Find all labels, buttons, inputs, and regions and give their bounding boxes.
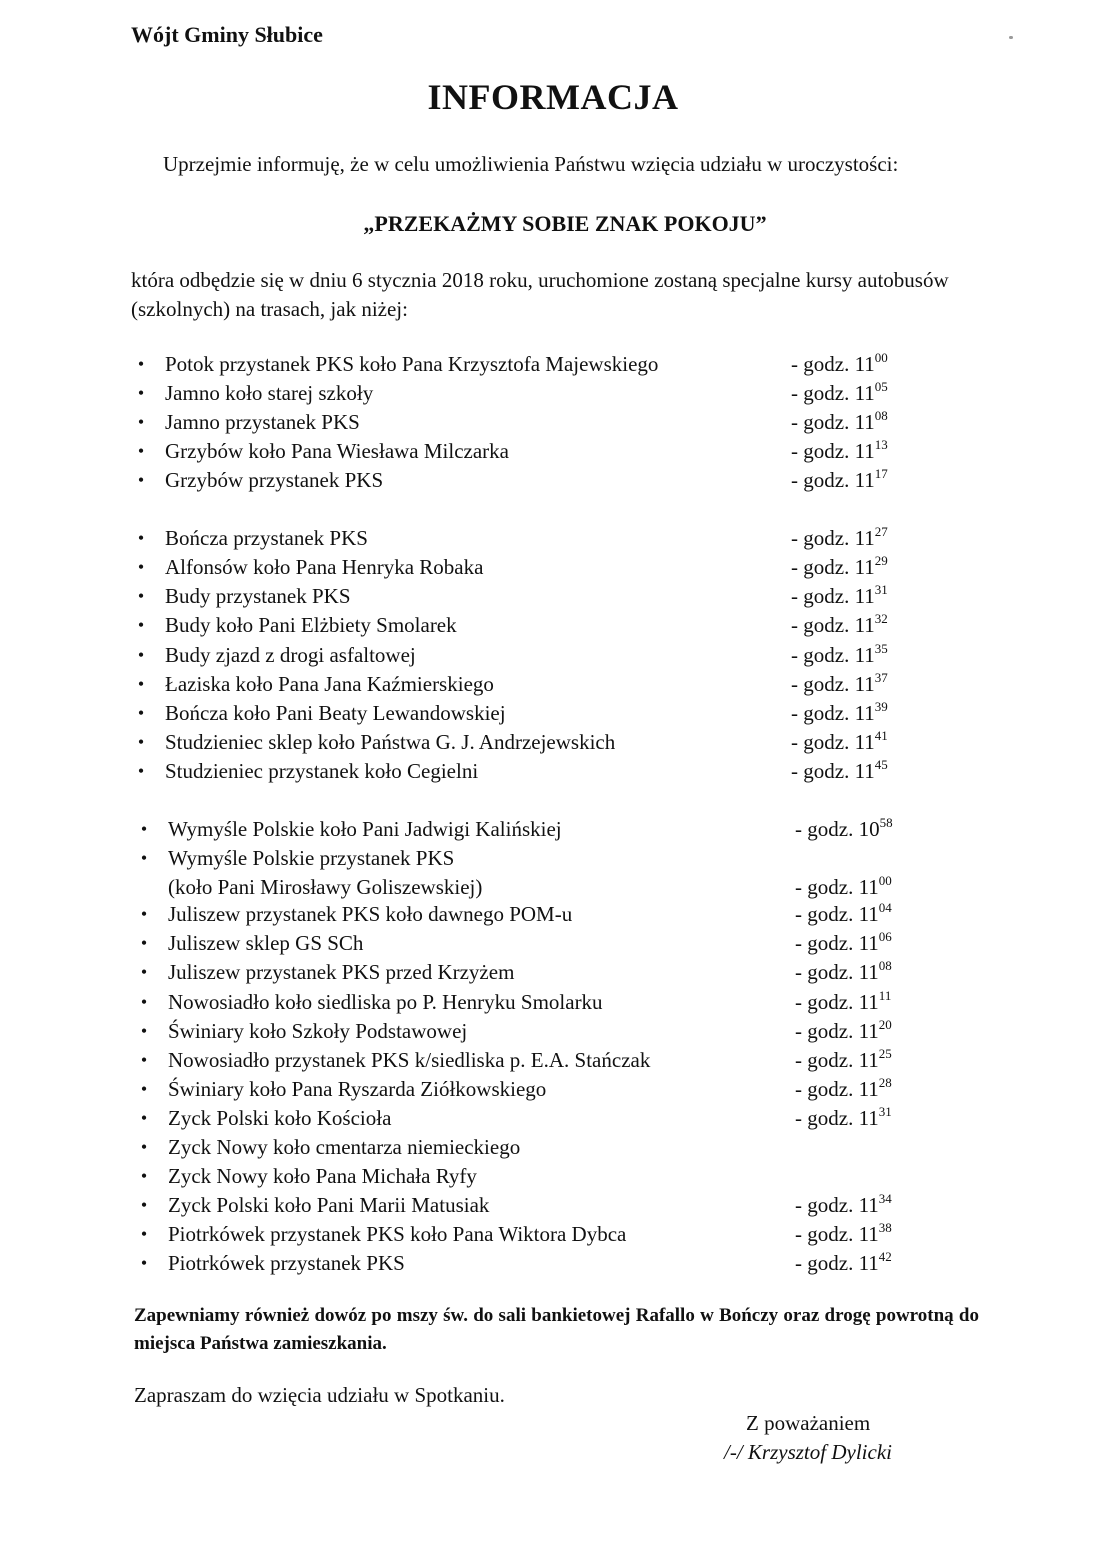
stop-location: Studzieniec przystanek koło Cegielni — [165, 759, 479, 783]
closing-salutation: Z poważaniem — [746, 1411, 871, 1435]
bullet-icon: • — [137, 674, 145, 694]
bullet-icon: • — [140, 904, 148, 924]
bus-stop-item — [134, 1017, 934, 1046]
bullet-icon: • — [140, 1137, 148, 1157]
bullet-icon: • — [137, 703, 145, 723]
bus-stop-item — [131, 728, 931, 757]
departure-time: - godz. $11^{25}$ — [795, 1046, 892, 1072]
bullet-icon: • — [140, 1079, 148, 1099]
stop-location: Grzybów przystanek PKS — [165, 468, 384, 492]
bus-stop-item — [131, 408, 931, 437]
stop-location: Juliszew przystanek PKS koło dawnego POM-u — [168, 902, 573, 926]
transport-note: Zapewniamy również dowóz po mszy św. do sali bankietowej Rafallo w Bończy oraz drogę powrotną do miejsca Państwa zamieszkania. — [134, 1305, 979, 1354]
bus-stop-item — [131, 641, 931, 670]
bus-stop-item — [131, 379, 931, 408]
stop-location-detail: (koło Pani Mirosławy Goliszewskiej) — [168, 875, 483, 899]
departure-time: - godz. $11^{34}$ — [795, 1191, 892, 1217]
bullet-icon: • — [137, 557, 145, 577]
bullet-icon: • — [137, 441, 145, 461]
bus-stop-item — [134, 1104, 934, 1133]
departure-minutes: 41 — [874, 728, 888, 743]
stop-location: Bończa przystanek PKS — [165, 526, 368, 550]
bus-stop-item — [134, 958, 934, 987]
bullet-icon: • — [140, 933, 148, 953]
bus-stop-item — [134, 1133, 934, 1162]
bus-stop-item — [134, 1046, 934, 1075]
bullet-icon: • — [140, 1108, 148, 1128]
departure-time: - godz. $11^{32}$ — [791, 611, 888, 637]
bus-stop-item — [134, 929, 934, 958]
stop-location: Zyck Nowy koło cmentarza niemieckiego — [168, 1135, 521, 1159]
stop-location: Wymyśle Polskie koło Pani Jadwigi Kalińskiej — [168, 817, 562, 841]
issuer-header: Wójt Gminy Słubice — [131, 22, 323, 47]
event-name: „PRZEKAŻMY SOBIE ZNAK POKOJU” — [363, 211, 767, 236]
bullet-icon: • — [137, 354, 145, 374]
departure-time: - godz. $11^{38}$ — [795, 1220, 892, 1246]
departure-minutes: 05 — [874, 379, 888, 394]
bullet-icon: • — [137, 470, 145, 490]
departure-time: - godz. $11^{00}$ — [795, 873, 892, 899]
stop-location: Jamno przystanek PKS — [165, 410, 360, 434]
stop-location: Zyck Nowy koło Pana Michała Ryfy — [168, 1164, 477, 1188]
bus-stop-item — [134, 1191, 934, 1220]
bullet-icon: • — [140, 992, 148, 1012]
bus-stop-item — [134, 1162, 934, 1191]
stop-location: Budy przystanek PKS — [165, 584, 351, 608]
signature: /-/ Krzysztof Dylicki — [724, 1440, 892, 1464]
bullet-icon: • — [140, 962, 148, 982]
departure-minutes: 08 — [874, 408, 888, 423]
bus-stop-item — [131, 437, 931, 466]
departure-time: - godz. $11^{31}$ — [791, 582, 888, 608]
bullet-icon: • — [137, 732, 145, 752]
departure-minutes: 04 — [878, 900, 892, 915]
bus-stop-item — [134, 1075, 934, 1104]
bullet-icon: • — [137, 528, 145, 548]
bullet-icon: • — [137, 383, 145, 403]
bus-stop-item — [134, 844, 934, 902]
bullet-icon: • — [137, 412, 145, 432]
departure-minutes: 28 — [878, 1075, 892, 1090]
departure-minutes: 29 — [874, 553, 888, 568]
stop-location: Świniary koło Szkoły Podstawowej — [168, 1019, 468, 1043]
departure-minutes: 32 — [874, 611, 888, 626]
bullet-icon: • — [140, 1195, 148, 1215]
stop-location: Piotrkówek przystanek PKS koło Pana Wiktora Dybca — [168, 1222, 627, 1246]
stop-location: Studzieniec sklep koło Państwa G. J. Andrzejewskich — [165, 730, 616, 754]
departure-time: - godz. $11^{08}$ — [795, 958, 892, 984]
departure-minutes: 31 — [874, 582, 888, 597]
bus-stop-item — [134, 1249, 934, 1278]
bullet-icon: • — [140, 819, 148, 839]
stop-location: Nowosiadło przystanek PKS k/siedliska p. E.A. Stańczak — [168, 1048, 651, 1072]
departure-time: - godz. $11^{28}$ — [795, 1075, 892, 1101]
departure-minutes: 25 — [878, 1046, 892, 1061]
stop-location: Budy zjazd z drogi asfaltowej — [165, 643, 416, 667]
departure-minutes: 27 — [874, 524, 888, 539]
departure-minutes: 31 — [878, 1104, 892, 1119]
bullet-icon: • — [137, 645, 145, 665]
stop-location: Bończa koło Pani Beaty Lewandowskiej — [165, 701, 506, 725]
bullet-icon: • — [140, 848, 148, 868]
stop-location: Juliszew przystanek PKS przed Krzyżem — [168, 960, 515, 984]
stop-location: Nowosiadło koło siedliska po P. Henryku Smolarku — [168, 990, 603, 1014]
bullet-icon: • — [140, 1224, 148, 1244]
departure-time: - godz. $11^{41}$ — [791, 728, 888, 754]
departure-minutes: 11 — [878, 988, 892, 1003]
departure-time: - godz. $11^{11}$ — [795, 988, 892, 1014]
departure-time: - godz. $11^{31}$ — [795, 1104, 892, 1130]
departure-minutes: 42 — [878, 1249, 892, 1264]
departure-minutes: 13 — [874, 437, 888, 452]
stop-location: Świniary koło Pana Ryszarda Ziółkowskiego — [168, 1077, 547, 1101]
bus-stop-item — [131, 757, 931, 786]
departure-time: - godz. $11^{42}$ — [795, 1249, 892, 1275]
departure-time: - godz. $11^{20}$ — [795, 1017, 892, 1043]
stop-location: Zyck Polski koło Pani Marii Matusiak — [168, 1193, 490, 1217]
bus-stop-item — [131, 670, 931, 699]
stop-location: Jamno koło starej szkoły — [165, 381, 374, 405]
bullet-icon: • — [137, 761, 145, 781]
departure-time: - godz. $11^{29}$ — [791, 553, 888, 579]
bullet-icon: • — [140, 1253, 148, 1273]
stop-location: Alfonsów koło Pana Henryka Robaka — [165, 555, 484, 579]
departure-minutes: 00 — [878, 873, 892, 888]
departure-time: - godz. $11^{39}$ — [791, 699, 888, 725]
departure-minutes: 20 — [878, 1017, 892, 1032]
invitation-text: Zapraszam do wzięcia udziału w Spotkaniu. — [134, 1383, 505, 1407]
bullet-icon: • — [137, 615, 145, 635]
stop-location: Zyck Polski koło Kościoła — [168, 1106, 392, 1130]
bus-stop-item — [131, 466, 931, 495]
departure-time: - godz. $11^{05}$ — [791, 379, 888, 405]
bus-stop-item — [131, 553, 931, 582]
stop-location: Juliszew sklep GS SCh — [168, 931, 364, 955]
bus-stop-item — [134, 900, 934, 929]
intro-paragraph: Uprzejmie informuję, że w celu umożliwienia Państwu wzięcia udziału w uroczystości: — [163, 152, 899, 176]
departure-time: - godz. $10^{58}$ — [795, 815, 893, 841]
departure-time: - godz. $11^{00}$ — [791, 350, 888, 376]
departure-time: - godz. $11^{06}$ — [795, 929, 892, 955]
document-title: INFORMACJA — [427, 77, 679, 117]
departure-time: - godz. $11^{37}$ — [791, 670, 888, 696]
departure-minutes: 58 — [879, 815, 893, 830]
departure-minutes: 38 — [878, 1220, 892, 1235]
bus-stop-item — [131, 524, 931, 553]
departure-time: - godz. $11^{08}$ — [791, 408, 888, 434]
bullet-icon: • — [140, 1021, 148, 1041]
stop-location: Potok przystanek PKS koło Pana Krzysztofa Majewskiego — [165, 352, 659, 376]
departure-time: - godz. $11^{45}$ — [791, 757, 888, 783]
bullet-icon: • — [140, 1166, 148, 1186]
bullet-icon: • — [140, 1050, 148, 1070]
stop-location: Łaziska koło Pana Jana Kaźmierskiego — [165, 672, 494, 696]
bus-stop-item — [131, 582, 931, 611]
schedule-intro: która odbędzie się w dniu 6 stycznia 2018 roku, uruchomione zostaną specjalne kursy autobusów (szkolnych) na trasach, jak niżej: — [131, 268, 949, 321]
bus-stop-item — [131, 611, 931, 640]
bus-stop-item — [131, 699, 931, 728]
departure-time: - godz. $11^{13}$ — [791, 437, 888, 463]
bus-stop-item — [134, 988, 934, 1017]
departure-time: - godz. $11^{04}$ — [795, 900, 892, 926]
departure-minutes: 35 — [874, 641, 888, 656]
bullet-icon: • — [137, 586, 145, 606]
stop-location: Piotrkówek przystanek PKS — [168, 1251, 405, 1275]
stop-location: Wymyśle Polskie przystanek PKS — [168, 846, 455, 870]
departure-minutes: 17 — [874, 466, 888, 481]
bus-stop-item — [134, 815, 934, 844]
bus-stop-item — [131, 350, 931, 379]
departure-minutes: 00 — [874, 350, 888, 365]
departure-time: - godz. $11^{27}$ — [791, 524, 888, 550]
departure-minutes: 06 — [878, 929, 892, 944]
departure-minutes: 39 — [874, 699, 888, 714]
stop-location: Budy koło Pani Elżbiety Smolarek — [165, 613, 457, 637]
stop-location: Grzybów koło Pana Wiesława Milczarka — [165, 439, 509, 463]
departure-minutes: 08 — [878, 958, 892, 973]
departure-minutes: 37 — [874, 670, 888, 685]
departure-time: - godz. $11^{17}$ — [791, 466, 888, 492]
bus-stop-item — [134, 1220, 934, 1249]
departure-time: - godz. $11^{35}$ — [791, 641, 888, 667]
departure-minutes: 45 — [874, 757, 888, 772]
departure-minutes: 34 — [878, 1191, 892, 1206]
